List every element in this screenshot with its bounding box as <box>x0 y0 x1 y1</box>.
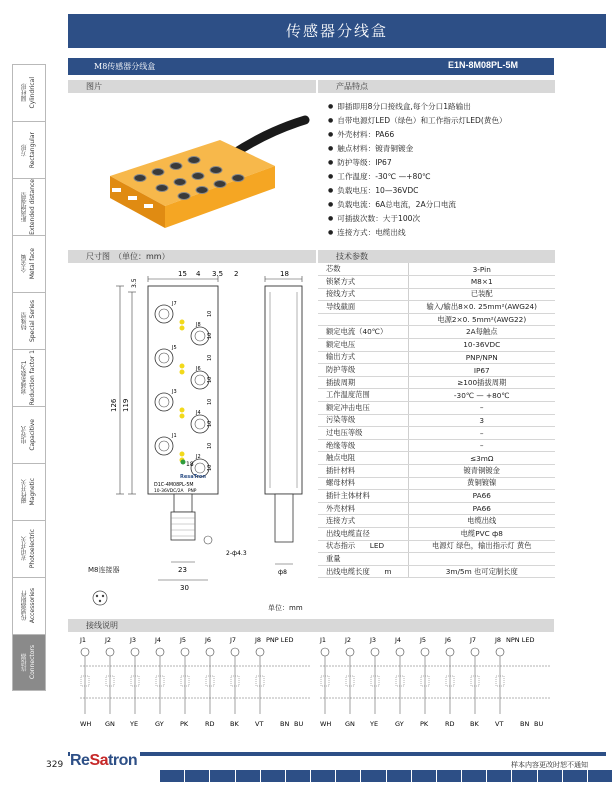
spec-value: M8×1 <box>408 276 555 289</box>
port-label: J5 <box>172 345 177 351</box>
spec-row <box>318 414 555 427</box>
wire-color-label: YE <box>370 720 379 728</box>
wiring-port-icon <box>496 648 504 656</box>
spec-value: – <box>408 402 555 415</box>
wiring-port-label: J4 <box>395 636 402 644</box>
section-features: 产品特点 <box>318 80 555 93</box>
sidebar-tab[interactable] <box>12 121 46 178</box>
dim-3-5b: 3.5 <box>131 278 138 288</box>
wiring-port-label: J7 <box>470 636 477 644</box>
spec-row <box>318 553 555 566</box>
wire-color-label: BK <box>470 720 479 728</box>
sidebar-tab[interactable] <box>12 577 46 634</box>
housing-logo: ResaTron <box>180 474 206 480</box>
dim-10: 10 <box>207 442 213 449</box>
wire-color-label: BU <box>294 720 304 728</box>
spec-row <box>318 565 555 578</box>
wiring-port-icon <box>471 648 479 656</box>
stripe <box>588 770 612 782</box>
spec-value: ≥100插拔周期 <box>408 376 555 389</box>
dim-10: 10 <box>207 332 213 339</box>
feature-item: ● 负载电压：10—36VDC <box>328 184 556 198</box>
footer-stripes <box>160 770 612 782</box>
stripe <box>185 770 209 782</box>
feature-item: ● 自带电源灯LED（绿色）和工作指示灯LED(黄色） <box>328 114 556 128</box>
stripe <box>311 770 335 782</box>
spec-value: 黄铜镀镍 <box>408 477 555 490</box>
wire-color-label: GY <box>395 720 404 728</box>
dim-2: 2 <box>234 270 239 278</box>
sidebar-tab-label: 距离增强型 Extended distance <box>21 179 36 235</box>
sidebar-tab[interactable] <box>12 520 46 577</box>
product-name: M8传感器分线盒 <box>94 62 156 71</box>
spec-key: 插针主体材料 <box>318 490 408 503</box>
spec-row <box>318 301 555 314</box>
section-picture: 图片 <box>68 80 316 93</box>
connector-label: M8连接器 <box>88 566 120 574</box>
spec-key <box>318 313 408 326</box>
dim-10: 10 <box>207 310 213 317</box>
wiring-port-icon <box>156 648 164 656</box>
spec-value: 镀青铜镀金 <box>408 465 555 478</box>
wiring-port-label: J1 <box>320 636 327 644</box>
wire-color-label: VT <box>495 720 504 728</box>
category-sidebar <box>12 64 46 691</box>
wiring-port-icon <box>106 648 114 656</box>
sidebar-tab-label: 传感器附件 Accessories <box>21 588 36 624</box>
feature-item: ● 防护等级：IP67 <box>328 156 556 170</box>
feature-item: ● 负载电流：6A总电流，2A分口电流 <box>328 198 556 212</box>
port-label: J4 <box>196 410 201 416</box>
spec-key: 绝缘等级 <box>318 439 408 452</box>
spec-key: 额定冲击电压 <box>318 402 408 415</box>
sidebar-tab-label: 方形 Rectangular <box>21 131 36 169</box>
dim-30: 30 <box>180 584 189 592</box>
port-socket <box>155 437 173 455</box>
feature-item: ● 外壳材料：PA66 <box>328 128 556 142</box>
wiring-diagram <box>68 632 554 730</box>
stripe <box>487 770 511 782</box>
feature-item: ● 即插即用8分口接线盒,每个分口1路输出 <box>328 100 556 114</box>
stripe <box>160 770 184 782</box>
unit-note: 单位：mm <box>268 604 303 612</box>
sidebar-tab-label: 光电开关 Photoelectric <box>21 529 36 569</box>
stripe <box>563 770 587 782</box>
port-socket <box>155 393 173 411</box>
wire-color-label: PK <box>180 720 189 728</box>
product-bar <box>68 58 554 75</box>
stripe <box>437 770 461 782</box>
spec-row <box>318 502 555 515</box>
wiring-port-icon <box>371 648 379 656</box>
spec-value: 3m/5m 也可定制长度 <box>408 565 555 578</box>
spec-row <box>318 339 555 352</box>
port-label: J2 <box>196 454 201 460</box>
feature-item: ● 连接方式：电缆出线 <box>328 226 556 240</box>
product-code: E1N-8M08PL-5M <box>447 60 518 70</box>
spec-key: 额定电压 <box>318 339 408 352</box>
page-number: 329 <box>46 760 64 770</box>
wire-color-label: RD <box>445 720 455 728</box>
status-led <box>180 408 185 413</box>
spec-key: 螺母材料 <box>318 477 408 490</box>
spec-key: 插拔周期 <box>318 376 408 389</box>
spec-key: 状态指示 LED <box>318 540 408 553</box>
brand-logo: ReSatron <box>70 752 140 770</box>
spec-key: 防护等级 <box>318 364 408 377</box>
feature-item: ● 可插拔次数：大于100次 <box>328 212 556 226</box>
status-led <box>180 452 185 457</box>
sidebar-tab-label: 衰减系数为1 Reduction factor 1 <box>21 350 36 406</box>
footer-notice: 样本内容更改时恕不通知 <box>511 761 588 769</box>
wiring-port-icon <box>346 648 354 656</box>
spec-row <box>318 465 555 478</box>
port-socket <box>155 305 173 323</box>
wiring-port-label: J7 <box>230 636 237 644</box>
section-dimension: 尺寸图 （单位：mm） <box>68 250 316 263</box>
wiring-port-label: J1 <box>80 636 87 644</box>
m8-connector-icon <box>93 591 107 605</box>
spec-value: 3 <box>408 414 555 427</box>
status-led <box>180 364 185 369</box>
wire-color-label: WH <box>320 720 332 728</box>
spec-row <box>318 351 555 364</box>
spec-key: 锁紧方式 <box>318 276 408 289</box>
spec-row <box>318 326 555 339</box>
wiring-port-icon <box>231 648 239 656</box>
wiring-port-label: J4 <box>155 636 162 644</box>
spec-key: 过电压等级 <box>318 427 408 440</box>
stripe <box>236 770 260 782</box>
spec-value: PA66 <box>408 490 555 503</box>
dim-10: 10 <box>207 420 213 427</box>
spec-key: 工作温度范围 <box>318 389 408 402</box>
spec-value: 2A每触点 <box>408 326 555 339</box>
spec-key: 污染等级 <box>318 414 408 427</box>
sidebar-tab[interactable] <box>12 178 46 235</box>
spec-key: 输出方式 <box>318 351 408 364</box>
spec-value: 电缆PVC ф8 <box>408 527 555 540</box>
status-led <box>180 370 185 375</box>
sidebar-tab-label: 特殊型 Special Series <box>21 300 36 342</box>
port-label: J7 <box>172 301 177 307</box>
spec-value: 10-36VDC <box>408 339 555 352</box>
spec-row <box>318 402 555 415</box>
wiring-port-icon <box>131 648 139 656</box>
sidebar-tab[interactable] <box>12 349 46 406</box>
housing-label-2: 10-36VDC/2A PNP <box>154 489 197 494</box>
spec-row <box>318 490 555 503</box>
footer-bar <box>68 752 606 756</box>
spec-value: -30℃ — +80℃ <box>408 389 555 402</box>
spec-value: 电缆出线 <box>408 515 555 528</box>
dim-4: 4 <box>196 270 201 278</box>
spec-row <box>318 515 555 528</box>
spec-row <box>318 389 555 402</box>
dim-119: 119 <box>122 398 130 412</box>
wiring-led-title: PNP LED <box>266 636 294 644</box>
stripe <box>412 770 436 782</box>
spec-table <box>318 263 555 578</box>
sidebar-tab[interactable] <box>12 235 46 292</box>
spec-key: 出线电缆直径 <box>318 527 408 540</box>
dim-10: 10 <box>207 354 213 361</box>
spec-row <box>318 364 555 377</box>
spec-key: 重量 <box>318 553 408 566</box>
spec-row <box>318 439 555 452</box>
spec-row <box>318 477 555 490</box>
wire-color-label: RD <box>205 720 215 728</box>
dim-15: 15 <box>178 270 187 278</box>
feature-list <box>328 100 556 240</box>
stripe <box>462 770 486 782</box>
spec-key: 连接方式 <box>318 515 408 528</box>
sidebar-tab-label: 连接器 Connectors <box>21 645 36 680</box>
stripe <box>210 770 234 782</box>
wire-color-label: BK <box>230 720 239 728</box>
port-label: J6 <box>196 366 201 372</box>
spec-value <box>408 553 555 566</box>
dim-126: 126 <box>110 398 118 412</box>
wiring-port-icon <box>396 648 404 656</box>
spec-key: 芯数 <box>318 263 408 276</box>
sidebar-tab-label: 磁性开关 Magnetic <box>21 478 36 506</box>
spec-key: 外壳材料 <box>318 502 408 515</box>
sidebar-tab-label: 电容式 Capacitive <box>21 419 36 451</box>
dim-10: 10 <box>207 376 213 383</box>
wire-color-label: BN <box>520 720 530 728</box>
port-label: J8 <box>196 322 201 328</box>
wiring-port-icon <box>421 648 429 656</box>
dimension-drawing <box>70 262 320 617</box>
stripe <box>361 770 385 782</box>
wiring-port-label: J6 <box>205 636 212 644</box>
stripe <box>286 770 310 782</box>
wiring-port-label: J8 <box>255 636 262 644</box>
feature-item: ● 触点材料：镀青铜镀金 <box>328 142 556 156</box>
wiring-port-label: J8 <box>495 636 502 644</box>
wire-color-label: YE <box>130 720 139 728</box>
sidebar-tab[interactable] <box>12 64 46 121</box>
wire-color-label: GN <box>345 720 355 728</box>
spec-key: 触点电阻 <box>318 452 408 465</box>
port-label: J3 <box>172 389 177 395</box>
wiring-port-label: J3 <box>130 636 137 644</box>
sidebar-tab[interactable] <box>12 406 46 463</box>
status-led <box>180 326 185 331</box>
housing-side <box>265 286 302 494</box>
spec-key: 额定电流（40℃） <box>318 326 408 339</box>
spec-row <box>318 313 555 326</box>
wiring-port-icon <box>81 648 89 656</box>
spec-value: ≤3mΩ <box>408 452 555 465</box>
stripe <box>336 770 360 782</box>
spec-value: – <box>408 439 555 452</box>
dim-3-5a: 3.5 <box>212 270 224 278</box>
sidebar-tab[interactable] <box>12 634 46 691</box>
spec-key: 出线电缆长度 m <box>318 565 408 578</box>
dim-23: 23 <box>178 566 187 574</box>
spec-row <box>318 427 555 440</box>
spec-row <box>318 452 555 465</box>
wire-color-label: GY <box>155 720 164 728</box>
dim-18b: 18 <box>186 461 194 468</box>
wiring-led-title: NPN LED <box>506 636 535 644</box>
stripe <box>387 770 411 782</box>
port-label: J1 <box>172 433 177 439</box>
spec-key: 插针材料 <box>318 465 408 478</box>
wiring-port-icon <box>256 648 264 656</box>
page-header <box>68 14 606 48</box>
sidebar-tab[interactable] <box>12 292 46 349</box>
stripe <box>538 770 562 782</box>
spec-row <box>318 276 555 289</box>
spec-value: 输入/输出8×0. 25mm²(AWG24) <box>408 301 555 314</box>
wire-color-label: BN <box>280 720 290 728</box>
port-socket <box>155 349 173 367</box>
dim-2x43: 2-ф4.3 <box>226 550 247 557</box>
wire-color-label: BU <box>534 720 544 728</box>
wire-color-label: GN <box>105 720 115 728</box>
spec-value: PNP/NPN <box>408 351 555 364</box>
spec-value: PA66 <box>408 502 555 515</box>
wiring-port-icon <box>321 648 329 656</box>
wiring-port-label: J5 <box>180 636 187 644</box>
wiring-port-label: J3 <box>370 636 377 644</box>
wire-color-label: PK <box>420 720 429 728</box>
wire-color-label: WH <box>80 720 92 728</box>
dim-10: 10 <box>207 464 213 471</box>
spec-value: IP67 <box>408 364 555 377</box>
spec-value: 电源2×0. 5mm²(AWG22) <box>408 313 555 326</box>
wire-color-label: VT <box>255 720 264 728</box>
dim-10: 10 <box>207 398 213 405</box>
spec-row <box>318 540 555 553</box>
wiring-port-icon <box>181 648 189 656</box>
wiring-port-icon <box>446 648 454 656</box>
sidebar-tab-label: 全金属 Metal face <box>21 248 36 280</box>
spec-value: – <box>408 427 555 440</box>
spec-value: 已装配 <box>408 288 555 301</box>
page-title: 传感器分线盒 <box>285 22 388 40</box>
product-photo <box>70 96 320 246</box>
sidebar-tab[interactable] <box>12 463 46 520</box>
stripe <box>512 770 536 782</box>
spec-row <box>318 288 555 301</box>
spec-key: 导线截面 <box>318 301 408 314</box>
dim-18: 18 <box>280 270 289 278</box>
spec-value: 3-Pin <box>408 263 555 276</box>
spec-key: 接线方式 <box>318 288 408 301</box>
spec-value: 电源灯 绿色，输出指示灯 黄色 <box>408 540 555 553</box>
spec-row <box>318 527 555 540</box>
wiring-port-icon <box>206 648 214 656</box>
dim-phi8: ф8 <box>278 569 287 576</box>
status-led <box>180 414 185 419</box>
wiring-port-label: J6 <box>445 636 452 644</box>
section-wiring: 接线说明 <box>68 619 554 632</box>
sidebar-tab-label: 圆柱形 Cylindrical <box>21 77 36 109</box>
spec-row <box>318 263 555 276</box>
section-params: 技术参数 <box>318 250 555 263</box>
wiring-port-label: J2 <box>105 636 112 644</box>
wiring-port-label: J2 <box>345 636 352 644</box>
feature-item: ● 工作温度：-30℃ —+80℃ <box>328 170 556 184</box>
spec-row <box>318 376 555 389</box>
wiring-port-label: J5 <box>420 636 427 644</box>
housing-label-1: D1C-4M08PL-5M <box>154 483 194 488</box>
power-led <box>181 460 186 465</box>
status-led <box>180 320 185 325</box>
stripe <box>261 770 285 782</box>
